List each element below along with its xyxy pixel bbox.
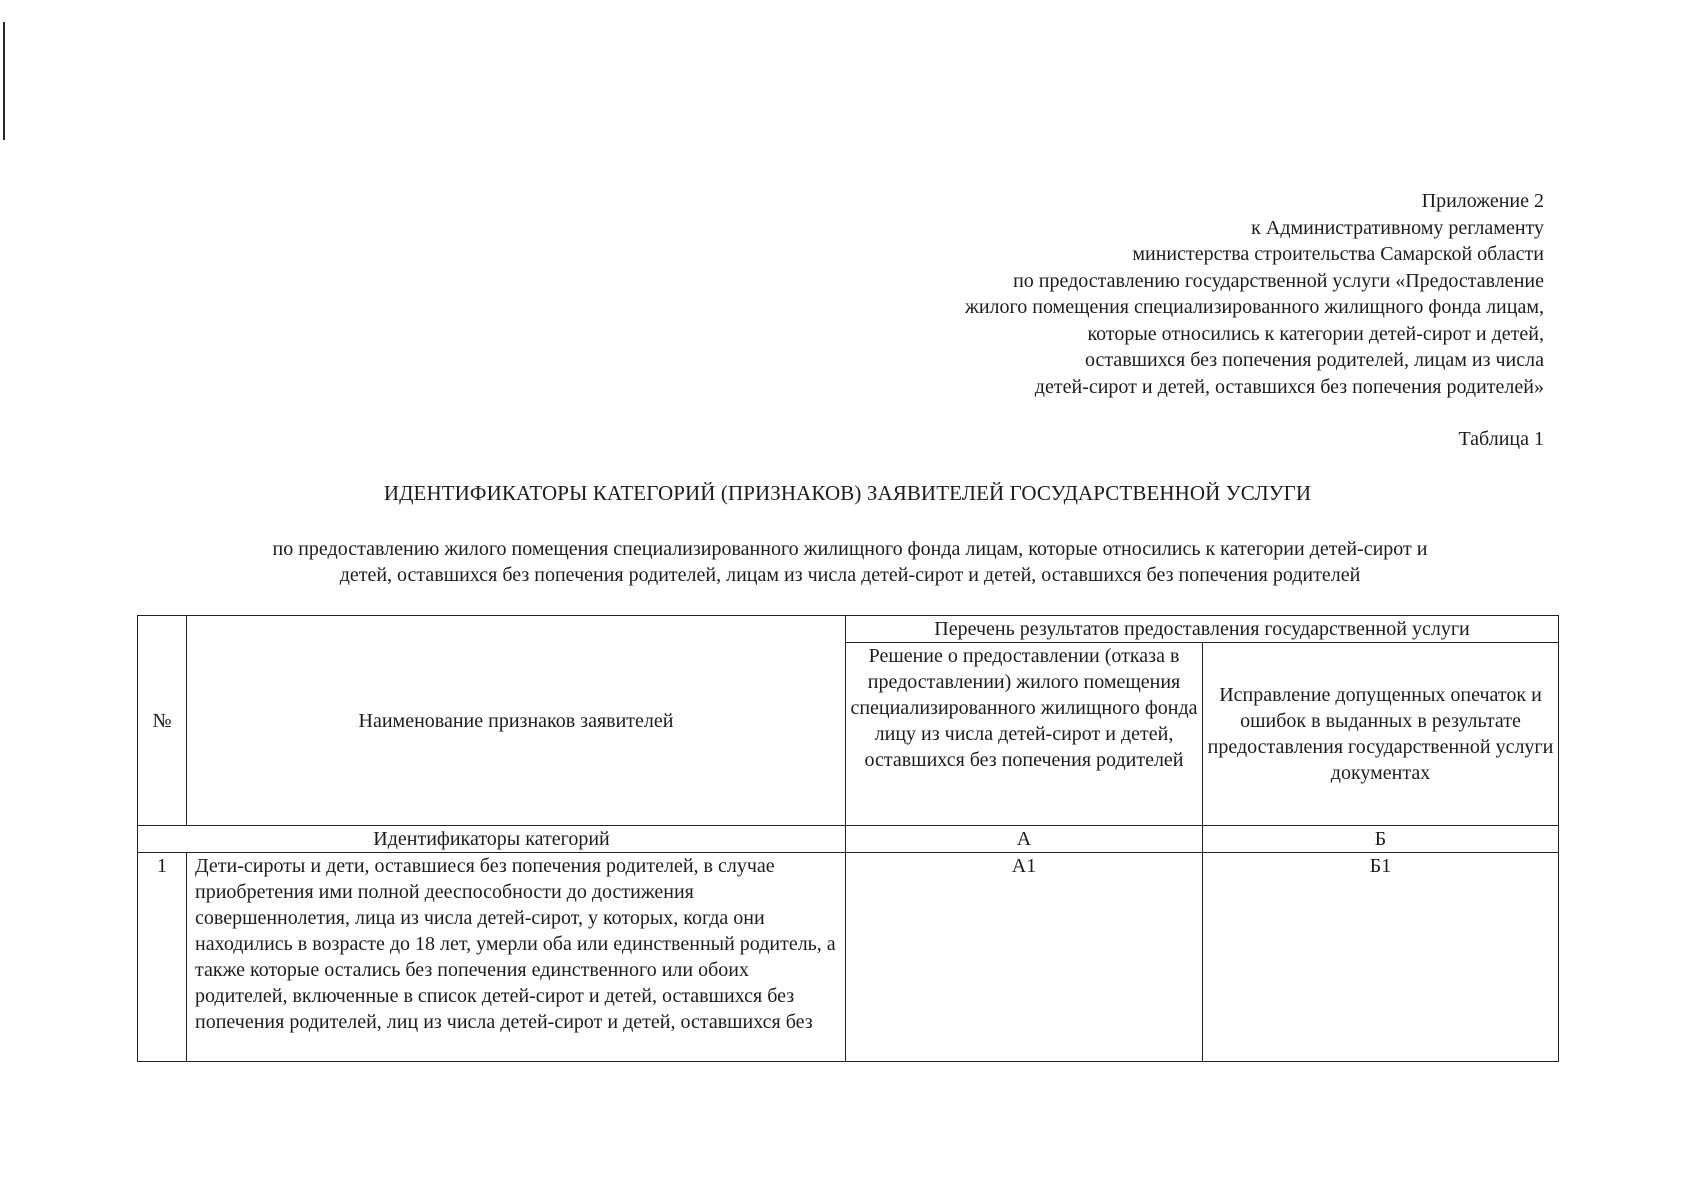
appendix-line: к Административному регламенту — [1251, 216, 1544, 239]
header-result-a: Решение о предоставлении (отказа в предоставлении) жилого помещения специализированного жилищного фонда лицу из числа детей-сирот и детей, оставшихся без попечения родителей — [846, 643, 1203, 826]
appendix-line: оставшихся без попечения родителей, лицам из числа — [1084, 349, 1544, 371]
identifiers-label: Идентификаторы категорий — [138, 826, 846, 853]
identifier-a: А — [846, 826, 1203, 853]
document-title: ИДЕНТИФИКАТОРЫ КАТЕГОРИЙ (ПРИЗНАКОВ) ЗАЯВИТЕЛЕЙ ГОСУДАРСТВЕННОЙ УСЛУГИ — [383, 481, 1312, 505]
appendix-line: жилого помещения специализированного жилищного фонда лицам, — [965, 296, 1544, 318]
scan-edge-mark — [3, 22, 5, 140]
table-header-row — [138, 616, 1559, 643]
appendix-line: Приложение 2 — [1421, 190, 1544, 212]
header-applicant-attributes: Наименование признаков заявителей — [187, 616, 846, 826]
row-description-text: Дети-сироты и дети, оставшиеся без попечения родителей, в случае приобретения ими полной дееспособности до достижения совершеннолетия, лица из числа детей-сирот, у которых, когда они находились в возрасте до 18 лет, умерли оба или единственный родитель, а также которые остались без попечения единственного или обоих родителей, включенные в список детей-сирот и детей, оставшихся без попечения родителей, лиц из числа детей-сирот и детей, оставшихся без — [195, 855, 836, 1033]
appendix-line: которые относились к категории детей-сирот и детей, — [1087, 322, 1544, 345]
subtitle-line: детей, оставшихся без попечения родителей, лицам из числа детей-сирот и детей, оставшихся без попечения родителей — [339, 564, 1361, 586]
identifiers-table — [137, 615, 1559, 1062]
header-result-b: Исправление допущенных опечаток и ошибок в выданных в результате предоставления государственной услуги документах — [1203, 643, 1559, 826]
appendix-line: детей-сирот и детей, оставшихся без попечения родителей» — [1034, 375, 1544, 398]
row-applicant-description — [187, 853, 846, 1062]
identifier-b: Б — [1203, 826, 1559, 853]
row-number: 1 — [138, 853, 187, 1062]
appendix-line: по предоставлению государственной услуги «Предоставление — [1013, 269, 1544, 292]
document-subtitle — [150, 536, 1550, 588]
appendix-header — [965, 188, 1544, 400]
table-row — [138, 853, 1559, 1062]
table-number: Таблица 1 — [1458, 428, 1544, 450]
subtitle-line: по предоставлению жилого помещения специализированного жилищного фонда лицам, которые относились к категории детей-сирот и — [272, 538, 1428, 560]
header-number: № — [138, 616, 187, 826]
appendix-line: министерства строительства Самарской области — [1132, 243, 1544, 265]
row-code-a: А1 — [846, 853, 1203, 1062]
header-results-group: Перечень результатов предоставления государственной услуги — [846, 616, 1559, 643]
identifiers-row — [138, 826, 1559, 853]
row-code-b: Б1 — [1203, 853, 1559, 1062]
